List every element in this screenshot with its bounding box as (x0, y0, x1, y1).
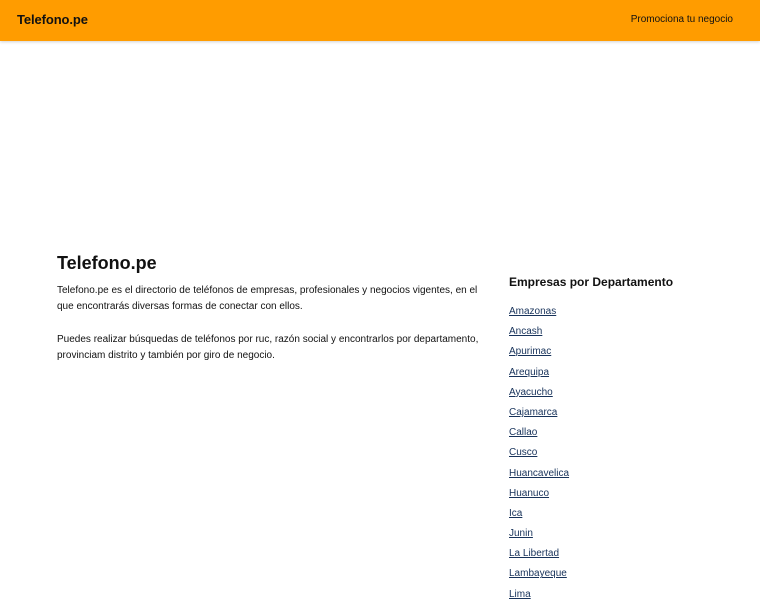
department-link-cajamarca[interactable]: Cajamarca (509, 406, 558, 418)
list-item (509, 323, 739, 343)
department-link-junin[interactable]: Junin (509, 528, 533, 540)
list-item (509, 424, 739, 444)
list-item (509, 343, 739, 363)
department-link-apurimac[interactable]: Apurimac (509, 346, 552, 358)
list-item (509, 303, 739, 323)
department-link-cusco[interactable]: Cusco (509, 447, 538, 459)
department-link-ancash[interactable]: Ancash (509, 326, 543, 338)
list-item (509, 444, 739, 464)
department-list (509, 303, 739, 606)
list-item (509, 586, 739, 606)
list-item (509, 525, 739, 545)
top-navbar (0, 0, 760, 41)
promote-business-link[interactable]: Promociona tu negocio (630, 14, 733, 25)
departments-sidebar (509, 274, 739, 606)
list-item (509, 565, 739, 585)
list-item (509, 364, 739, 384)
brand-logo-link[interactable]: Telefono.pe (17, 12, 88, 27)
list-item (509, 545, 739, 565)
list-item (509, 465, 739, 485)
department-link-arequipa[interactable]: Arequipa (509, 366, 550, 378)
department-link-huancavelica[interactable]: Huancavelica (509, 467, 570, 479)
main-content (57, 252, 487, 381)
page-title: Telefono.pe (57, 253, 157, 273)
list-item (509, 505, 739, 525)
department-link-lima[interactable]: Lima (509, 588, 531, 600)
department-link-amazonas[interactable]: Amazonas (509, 306, 557, 317)
department-link-la-libertad[interactable]: La Libertad (509, 548, 560, 560)
department-link-callao[interactable]: Callao (509, 427, 538, 439)
department-link-lambayeque[interactable]: Lambayeque (509, 568, 567, 580)
department-link-ayacucho[interactable]: Ayacucho (509, 386, 553, 398)
list-item (509, 404, 739, 424)
search-info-paragraph: Puedes realizar búsquedas de teléfonos por ruc, razón social y encontrarlos por departamento, provinciam distrito y también por giro de negocio. (57, 334, 479, 361)
department-link-huanuco[interactable]: Huanuco (509, 487, 550, 499)
list-item (509, 384, 739, 404)
department-link-ica[interactable]: Ica (509, 507, 523, 519)
list-item (509, 485, 739, 505)
intro-paragraph: Telefono.pe es el directorio de teléfonos de empresas, profesionales y negocios vigentes, en el que encontrarás diversas formas de conectar con ellos. (57, 285, 478, 312)
sidebar-title: Empresas por Departamento (509, 275, 674, 289)
